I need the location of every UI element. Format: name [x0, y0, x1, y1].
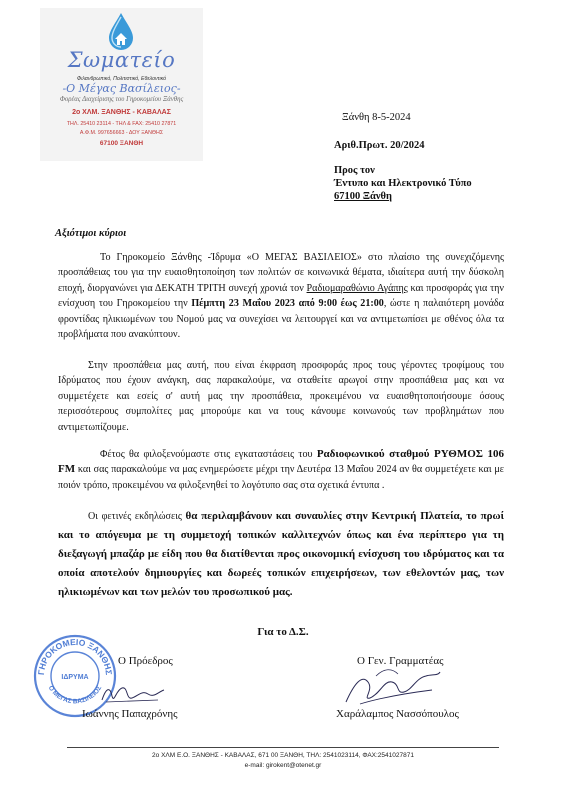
svg-text:Ο ΜΕΓΑΣ ΒΑΣΙΛΕΙΟΣ: Ο ΜΕΓΑΣ ΒΑΣΙΛΕΙΟΣ [46, 684, 104, 706]
svg-text:ΓΗΡΟΚΟΜΕΙΟ ΞΑΝΘΗΣ: ΓΗΡΟΚΟΜΕΙΟ ΞΑΝΘΗΣ [35, 636, 115, 676]
protocol-number: Αριθ.Πρωτ. 20/2024 [334, 140, 425, 151]
paragraph-1 [58, 250, 504, 342]
logo-title: Σωματείο [67, 48, 176, 72]
logo-address: 2ο ΧΛΜ. ΞΑΝΘΗΣ - ΚΑΒΑΛΑΣ [72, 109, 171, 116]
secretary-title: Ο Γεν. Γραμματέας [357, 655, 444, 667]
secretary-name: Χαράλαμπος Νασσόπουλος [336, 708, 459, 720]
logo-zip: 67100 ΞΑΝΘΗ [99, 140, 144, 147]
logo-role: Φορέας Διαχείρισης του Γηροκομείου Ξάνθης [59, 96, 184, 103]
official-stamp [32, 633, 118, 719]
paragraph-4 [58, 507, 504, 602]
footer-email: e-mail: girokent@otenet.gr [244, 762, 322, 769]
for-board: Για το Δ.Σ. [257, 626, 309, 638]
organization-logo [40, 8, 203, 161]
logo-phones: ΤΗΛ. 25410 23114 - ΤΗΛ & FAX: 25410 27871 [66, 121, 177, 127]
recipient-line-1: Προς τον [334, 165, 375, 176]
footer-address: 2ο ΧΛΜ Ε.Ο. ΞΑΝΘΗΣ - ΚΑΒΑΛΑΣ, 671 00 ΞΑΝΘΗ, ΤΗΛ: 2541023114, ΦΑΧ:2541027871 [152, 752, 414, 759]
logo-subtitle: Φιλανθρωπικό, Πολιτιστικό, Εθελοντικό [76, 76, 167, 82]
footer-divider [67, 747, 499, 748]
p1-text-a: Το Γηροκομείο Ξάνθης -Ίδρυμα «Ο ΜΕΓΑΣ ΒΑΣΙΛΕΙΟΣ» στο πλαίσιο της συνεχιζόμενης προσπάθειας του για την ευαισθητοποίηση των πολιτών σε κοινωνικά θέματα, ιδιαίτερα αυτή την δύσκολη εποχή, διοργανώνει για ΔΕΚΑΤΗ ΤΡΙΤΗ συνεχή χρονιά τον [58, 252, 504, 294]
letter-date: Ξάνθη 8-5-2024 [342, 112, 411, 123]
radio-station: Ραδιοφωνικού σταθμού ΡΥΘΜΟΣ 106 FM [58, 448, 504, 476]
radiomarathon-label: Ραδιομαραθώνιο Αγάπης [306, 282, 408, 294]
p1-text-c: , ώστε η παλαιότερη μονάδα φροντίδας ηλικιωμένων του Νομού μας να συνεχίσει να λειτουργεί και να αντιμετωπίσει με σθένος όλα τα προβλήματα που ανακύπτουν. [58, 298, 504, 341]
svg-text:ΙΔΡΥΜΑ: ΙΔΡΥΜΑ [61, 674, 89, 681]
event-date: Πέμπτη 23 Μαΐου 2023 από 9:00 έως 21:00 [191, 298, 384, 310]
recipient-line-2: Έντυπο και Ηλεκτρονικό Τύπο [334, 178, 472, 189]
p3-text-b: και σας παρακαλούμε να μας ενημερώσετε μέχρι την Δευτέρα 13 Μαΐου 2024 αν θα συμμετέχετε και με ποιόν τρόπο, προκειμένου να φιλοξενηθεί το λογότυπο σας στα σχετικά έντυπα . [58, 464, 504, 491]
p4-text-a: Οι φετινές εκδηλώσεις [88, 511, 186, 522]
recipient-line-3: 67100 Ξάνθη [334, 191, 392, 202]
logo-name: -Ο Μέγας Βασίλειος- [62, 82, 181, 95]
president-title: Ο Πρόεδρος [118, 655, 173, 667]
president-signature [98, 680, 168, 706]
p3-text-a: Φέτος θα φιλοξενούμαστε στις εγκαταστάσεις του [100, 449, 317, 460]
president-name: Ιωάννης Παπαχρόνης [82, 708, 178, 720]
logo-tax-id: Α.Φ.Μ. 997656663 - ΔΟΥ ΞΑΝΘΗΣ [79, 130, 164, 136]
paragraph-2: Στην προσπάθεια μας αυτή, που είναι έκφραση προσφοράς προς τους γέροντες τροφίμους του Ιδρύματος που έχουν ανάγκη, σας παρακαλούμε, να σταθείτε αρωγοί στην προσπάθεια μας και να συμμετέχετε και εσείς σ' αυτή μας την προσπάθεια, προκειμένου να ευαισθητοποιήσουμε όσους περισσότερους συμπολίτες μας μπορούμε και να τους κάνουμε κοινωνούς των προβλημάτων που αντιμετωπίζουμε. [58, 360, 504, 433]
salutation: Αξιότιμοι κύριοι [55, 228, 127, 239]
secretary-signature [340, 664, 444, 710]
events-description: θα περιλαμβάνουν και συναυλίες στην Κεντρική Πλατεία, το πρωί και το απόγευμα με τη συμμετοχή τοπικών καλλιτεχνών όπως και ένα περίπτερο για τη διεξαγωγή μπαζάρ με είδη που θα διατίθενται προς οικονομική ενίσχυση του ιδρύματος και τα οποία αποτελούν δημιουργίες και δωρεές τοπικών επιχειρήσεων, των εθελοντών μας, των ηλικιωμένων και των μελών του προσωπικού μας. [58, 510, 504, 598]
paragraph-3 [58, 447, 504, 493]
p1-text-b: και προσφοράς για την ενίσχυση του Γηροκομείου την [58, 282, 504, 310]
water-drop-house-icon [106, 12, 136, 50]
